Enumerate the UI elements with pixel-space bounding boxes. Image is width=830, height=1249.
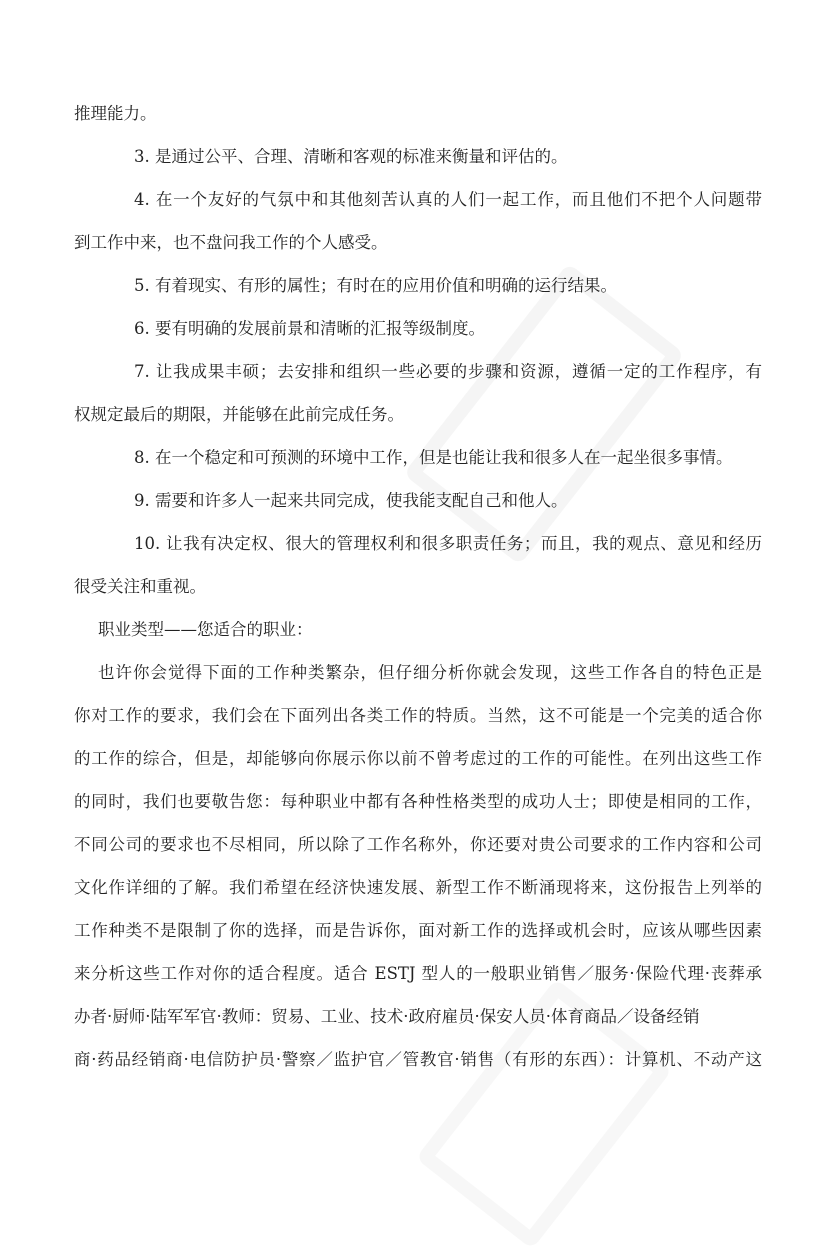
paragraph-line: 也许你会觉得下面的工作种类繁杂，但仔细分析你就会发现，这些工作各自的特色正是	[98, 663, 762, 682]
text-line: 工作种类不是限制了你的选择，而是告诉你，面对新工作的选择或机会时，应该从哪些因素	[74, 921, 762, 940]
text-line: 你对工作的要求，我们会在下面列出各类工作的特质。当然，这不可能是一个完美的适合你	[74, 706, 762, 725]
text-line: 不同公司的要求也不尽相同，所以除了工作名称外，你还要对贵公司要求的工作内容和公司	[74, 835, 762, 854]
text-line: 的同时，我们也要敬告您：每种职业中都有各种性格类型的成功人士；即使是相同的工作，	[74, 792, 762, 811]
text-line: 文化作详细的了解。我们希望在经济快速发展、新型工作不断涌现将来，这份报告上列举的	[74, 878, 762, 897]
list-item-line: 4. 在一个友好的气氛中和其他刻苦认真的人们一起工作，而且他们不把个人问题带	[134, 190, 762, 209]
text-line: 办者·厨师·陆军军官·教师：贸易、工业、技术·政府雇员·保安人员·体育商品／设备经销	[74, 1007, 700, 1026]
text-line: 权规定最后的期限，并能够在此前完成任务。	[74, 405, 404, 424]
text-line: 的工作的综合，但是，却能够向你展示你以前不曾考虑过的工作的可能性。在列出这些工作	[74, 749, 762, 768]
text-line: 商·药品经销商·电信防护员·警察／监护官／管教官·销售（有形的东西）：计算机、不动产这	[74, 1050, 762, 1069]
text-line: 很受关注和重视。	[74, 577, 206, 596]
document-body	[74, 92, 762, 1081]
list-item-line: 7. 让我成果丰硕；去安排和组织一些必要的步骤和资源，遵循一定的工作程序，有	[134, 362, 762, 381]
list-item-line: 5. 有着现实、有形的属性；有时在的应用价值和明确的运行结果。	[134, 276, 617, 295]
list-item-line: 3. 是通过公平、合理、清晰和客观的标准来衡量和评估的。	[134, 147, 568, 166]
text-line: 推理能力。	[74, 104, 157, 123]
text-line: 到工作中来，也不盘问我工作的个人感受。	[74, 233, 388, 252]
list-item-line: 6. 要有明确的发展前景和清晰的汇报等级制度。	[134, 319, 485, 338]
paragraph-line: 职业类型——您适合的职业：	[98, 620, 313, 639]
list-item-line: 10. 让我有决定权、很大的管理权利和很多职责任务；而且，我的观点、意见和经历	[134, 534, 762, 553]
list-item-line: 9. 需要和许多人一起来共同完成，使我能支配自己和他人。	[134, 491, 568, 510]
text-line: 来分析这些工作对你的适合程度。适合 ESTJ 型人的一般职业销售／服务·保险代理·丧葬承	[74, 964, 762, 983]
list-item-line: 8. 在一个稳定和可预测的环境中工作，但是也能让我和很多人在一起坐很多事情。	[134, 448, 733, 467]
